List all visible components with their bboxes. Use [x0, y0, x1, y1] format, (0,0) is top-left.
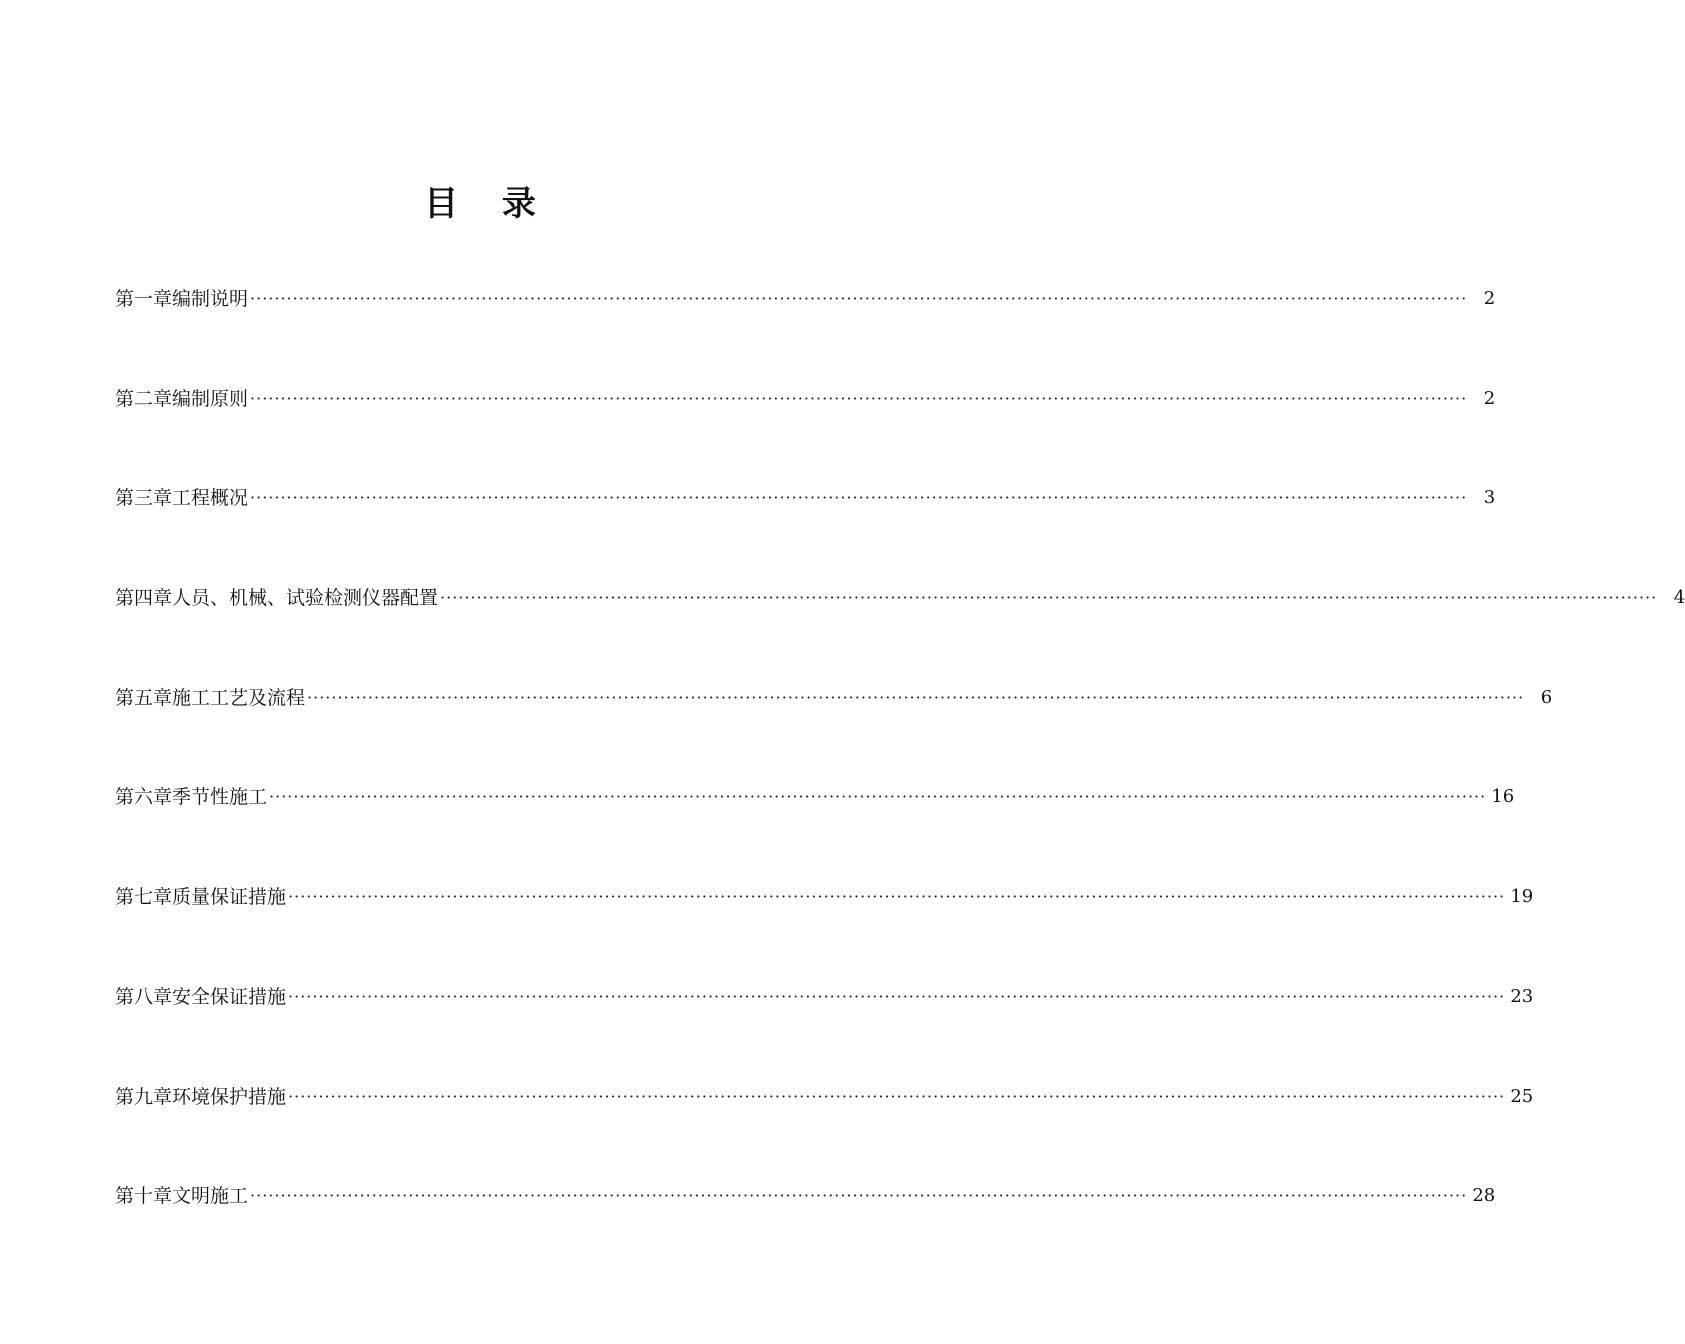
- toc-entry: [115, 1180, 1496, 1280]
- dot-leader: ········································································································································································································: [288, 887, 1506, 907]
- chapter-number: 第二章: [115, 387, 173, 410]
- dot-leader: ········································································································································································································: [250, 488, 1468, 508]
- page-number: 28: [1472, 1185, 1496, 1207]
- toc-entry: [115, 682, 1553, 782]
- toc-title: 目 录: [424, 184, 552, 224]
- chapter-number: 第九章: [115, 1085, 173, 1108]
- page-number: 6: [1540, 686, 1553, 708]
- chapter-number: 第四章: [115, 587, 173, 610]
- chapter-title: 编制说明: [172, 288, 249, 310]
- chapter-title: 施工工艺及流程: [172, 686, 306, 709]
- dot-leader: ········································································································································································································: [440, 588, 1658, 608]
- chapter-number: 第十章: [115, 1185, 173, 1208]
- dot-leader: ········································································································································································································: [288, 1086, 1506, 1106]
- toc-entry: [115, 781, 1515, 881]
- toc-entry: [115, 981, 1534, 1081]
- chapter-title: 环境保护措施: [172, 1085, 287, 1108]
- chapter-title: 工程概况: [172, 487, 249, 510]
- dot-leader: ········································································································································································································: [269, 787, 1487, 807]
- page-number: 2: [1483, 288, 1496, 309]
- chapter-title: 安全保证措施: [172, 985, 287, 1008]
- dot-leader: ········································································································································································································: [250, 388, 1468, 408]
- dot-leader: ········································································································································································································: [250, 289, 1468, 308]
- page-number: 23: [1510, 985, 1534, 1007]
- chapter-title: 季节性施工: [172, 786, 268, 809]
- chapter-number: 第五章: [115, 686, 173, 709]
- chapter-number: 第七章: [115, 886, 173, 909]
- page-number: 25: [1510, 1085, 1534, 1107]
- page-number: 4: [1673, 587, 1685, 609]
- table-of-contents: [115, 283, 1685, 1280]
- chapter-number: 第三章: [115, 487, 173, 510]
- toc-entry: [115, 283, 1496, 383]
- chapter-title: 质量保证措施: [172, 886, 287, 909]
- toc-entry: [115, 482, 1496, 582]
- page-number: 19: [1510, 886, 1534, 908]
- dot-leader: ········································································································································································································: [250, 1186, 1468, 1206]
- toc-entry: [115, 383, 1496, 483]
- chapter-title: 人员、机械、试验检测仪器配置: [172, 587, 439, 610]
- page-number: 16: [1491, 786, 1515, 808]
- page-number: 3: [1483, 487, 1496, 509]
- chapter-title: 文明施工: [172, 1185, 249, 1208]
- chapter-title: 编制原则: [172, 387, 249, 410]
- chapter-number: 第八章: [115, 985, 173, 1008]
- dot-leader: ········································································································································································································: [307, 687, 1525, 707]
- toc-entry: [115, 881, 1534, 981]
- chapter-number: 第六章: [115, 786, 173, 809]
- page-number: 2: [1483, 387, 1496, 409]
- chapter-number: 第一章: [115, 288, 173, 310]
- toc-entry: [115, 1081, 1534, 1181]
- dot-leader: ········································································································································································································: [288, 986, 1506, 1006]
- toc-entry: [115, 582, 1685, 682]
